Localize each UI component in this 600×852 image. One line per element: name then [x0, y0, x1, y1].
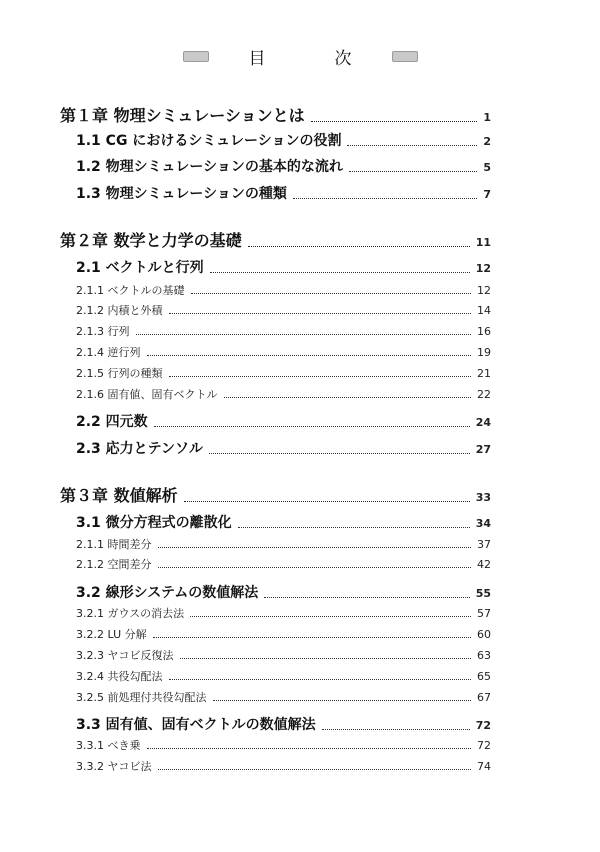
toc-subsection-entry[interactable] [76, 302, 491, 318]
toc-entry-page-number: 27 [475, 443, 491, 456]
toc-section-entry[interactable] [76, 130, 491, 150]
dot-leader [136, 334, 472, 335]
toc-entry-label: 2.1.6 固有値、固有ベクトル [76, 388, 218, 401]
toc-entry-page-number: 5 [483, 161, 491, 174]
dot-leader [347, 145, 477, 146]
dot-leader [158, 567, 472, 568]
dot-leader [190, 616, 471, 617]
toc-entry-label: 3.2.5 前処理付共役勾配法 [76, 691, 207, 704]
dot-leader [311, 121, 478, 122]
toc-entry-page-number: 12 [477, 284, 491, 297]
toc-entry-label: 2.1.4 逆行列 [76, 346, 141, 359]
toc-subsection-entry[interactable] [76, 536, 491, 552]
toc-entry-label: 3.1 微分方程式の離散化 [76, 515, 232, 531]
toc-subsection-entry[interactable] [76, 386, 491, 402]
toc-entry-label: 3.2.4 共役勾配法 [76, 670, 163, 683]
toc-subsection-entry[interactable] [76, 626, 491, 642]
toc-subsection-entry[interactable] [76, 689, 491, 705]
toc-chapter-entry[interactable] [60, 483, 491, 506]
toc-entry-label: 3.2.1 ガウスの消去法 [76, 607, 185, 620]
toc-entry-page-number: 67 [477, 691, 491, 704]
dot-leader [147, 748, 472, 749]
toc-entry-page-number: 16 [477, 325, 491, 338]
toc-entry-page-number: 19 [477, 346, 491, 359]
dot-leader [153, 637, 471, 638]
toc-entry-label: 1.1 CG におけるシミュレーションの役割 [76, 133, 342, 149]
dot-leader [349, 171, 478, 172]
toc-section-entry[interactable] [76, 257, 491, 277]
toc-entry-label: 3.2.3 ヤコビ反復法 [76, 649, 174, 662]
toc-subsection-entry[interactable] [76, 344, 491, 360]
toc-entry-label: 2.1.1 時間差分 [76, 538, 152, 551]
dot-leader [180, 658, 472, 659]
toc-entry-label: 3.3 固有値、固有ベクトルの数値解法 [76, 717, 316, 733]
dot-leader [264, 597, 469, 598]
dot-leader [293, 198, 478, 199]
dot-leader [169, 376, 472, 377]
toc-entry-page-number: 60 [477, 628, 491, 641]
toc-subsection-entry[interactable] [76, 668, 491, 684]
toc-subsection-entry[interactable] [76, 737, 491, 753]
toc-chapter-entry[interactable] [60, 228, 491, 251]
toc-entry-page-number: 42 [477, 558, 491, 571]
toc-entry-page-number: 2 [483, 135, 491, 148]
dot-leader [169, 313, 472, 314]
toc-entry-page-number: 33 [475, 491, 491, 504]
toc-section-entry[interactable] [76, 438, 491, 458]
toc-entry-page-number: 21 [477, 367, 491, 380]
toc-chapter-entry[interactable] [60, 103, 491, 126]
toc-subsection-entry[interactable] [76, 605, 491, 621]
title-decoration-right [392, 51, 418, 62]
dot-leader [248, 246, 470, 247]
toc-subsection-entry[interactable] [76, 647, 491, 663]
toc-entry-page-number: 14 [477, 304, 491, 317]
toc-entry-label: 3.3.2 ヤコビ法 [76, 760, 152, 773]
toc-entry-label: 1.3 物理シミュレーションの種類 [76, 186, 287, 202]
toc-entry-page-number: 12 [475, 262, 491, 275]
toc-section-entry[interactable] [76, 582, 491, 602]
toc-section-entry[interactable] [76, 183, 491, 203]
toc-entry-label: 2.1 ベクトルと行列 [76, 260, 204, 276]
dot-leader [158, 769, 472, 770]
toc-entry-page-number: 34 [475, 517, 491, 530]
toc-entry-page-number: 55 [475, 587, 491, 600]
dot-leader [224, 397, 472, 398]
toc-section-entry[interactable] [76, 156, 491, 176]
dot-leader [209, 453, 470, 454]
toc-subsection-entry[interactable] [76, 323, 491, 339]
toc-entry-page-number: 72 [477, 739, 491, 752]
toc-subsection-entry[interactable] [76, 365, 491, 381]
dot-leader [184, 501, 470, 502]
page-title: 目 次 [248, 49, 378, 69]
dot-leader [169, 679, 472, 680]
toc-entry-label: 3.2.2 LU 分解 [76, 628, 147, 641]
toc-entry-label: 2.1.1 ベクトルの基礎 [76, 284, 185, 297]
toc-entry-page-number: 7 [483, 188, 491, 201]
toc-entry-label: 2.1.3 行列 [76, 325, 130, 338]
toc-subsection-entry[interactable] [76, 556, 491, 572]
dot-leader [213, 700, 472, 701]
toc-subsection-entry[interactable] [76, 282, 491, 298]
toc-section-entry[interactable] [76, 714, 491, 734]
dot-leader [158, 547, 472, 548]
toc-entry-page-number: 74 [477, 760, 491, 773]
toc-entry-page-number: 65 [477, 670, 491, 683]
toc-entry-page-number: 63 [477, 649, 491, 662]
toc-entry-page-number: 11 [475, 236, 491, 249]
toc-entry-page-number: 22 [477, 388, 491, 401]
toc-entry-label: 2.1.2 空間差分 [76, 558, 152, 571]
toc-entry-label: 3.2 線形システムの数値解法 [76, 585, 259, 601]
toc-entry-page-number: 24 [475, 416, 491, 429]
toc-entry-label: 2.1.2 内積と外積 [76, 304, 163, 317]
toc-entry-label: 2.1.5 行列の種類 [76, 367, 163, 380]
dot-leader [238, 527, 470, 528]
toc-entry-label: 第３章 数値解析 [60, 486, 178, 505]
toc-title-block [0, 44, 600, 69]
dot-leader [147, 355, 472, 356]
dot-leader [210, 272, 470, 273]
toc-section-entry[interactable] [76, 411, 491, 431]
toc-entry-page-number: 1 [483, 111, 491, 124]
toc-entry-label: 3.3.1 べき乗 [76, 739, 141, 752]
toc-entry-label: 第１章 物理シミュレーションとは [60, 106, 305, 125]
toc-entry-label: 2.3 応力とテンソル [76, 441, 203, 457]
dot-leader [191, 293, 472, 294]
title-decoration-left [183, 51, 209, 62]
toc-entry-page-number: 37 [477, 538, 491, 551]
toc-subsection-entry[interactable] [76, 758, 491, 774]
toc-entry-label: 第２章 数学と力学の基礎 [60, 231, 242, 250]
toc-entry-page-number: 57 [477, 607, 491, 620]
dot-leader [154, 426, 470, 427]
toc-entry-label: 1.2 物理シミュレーションの基本的な流れ [76, 159, 343, 175]
toc-entry-page-number: 72 [475, 719, 491, 732]
toc-entry-label: 2.2 四元数 [76, 414, 148, 430]
dot-leader [322, 729, 470, 730]
toc-section-entry[interactable] [76, 512, 491, 532]
